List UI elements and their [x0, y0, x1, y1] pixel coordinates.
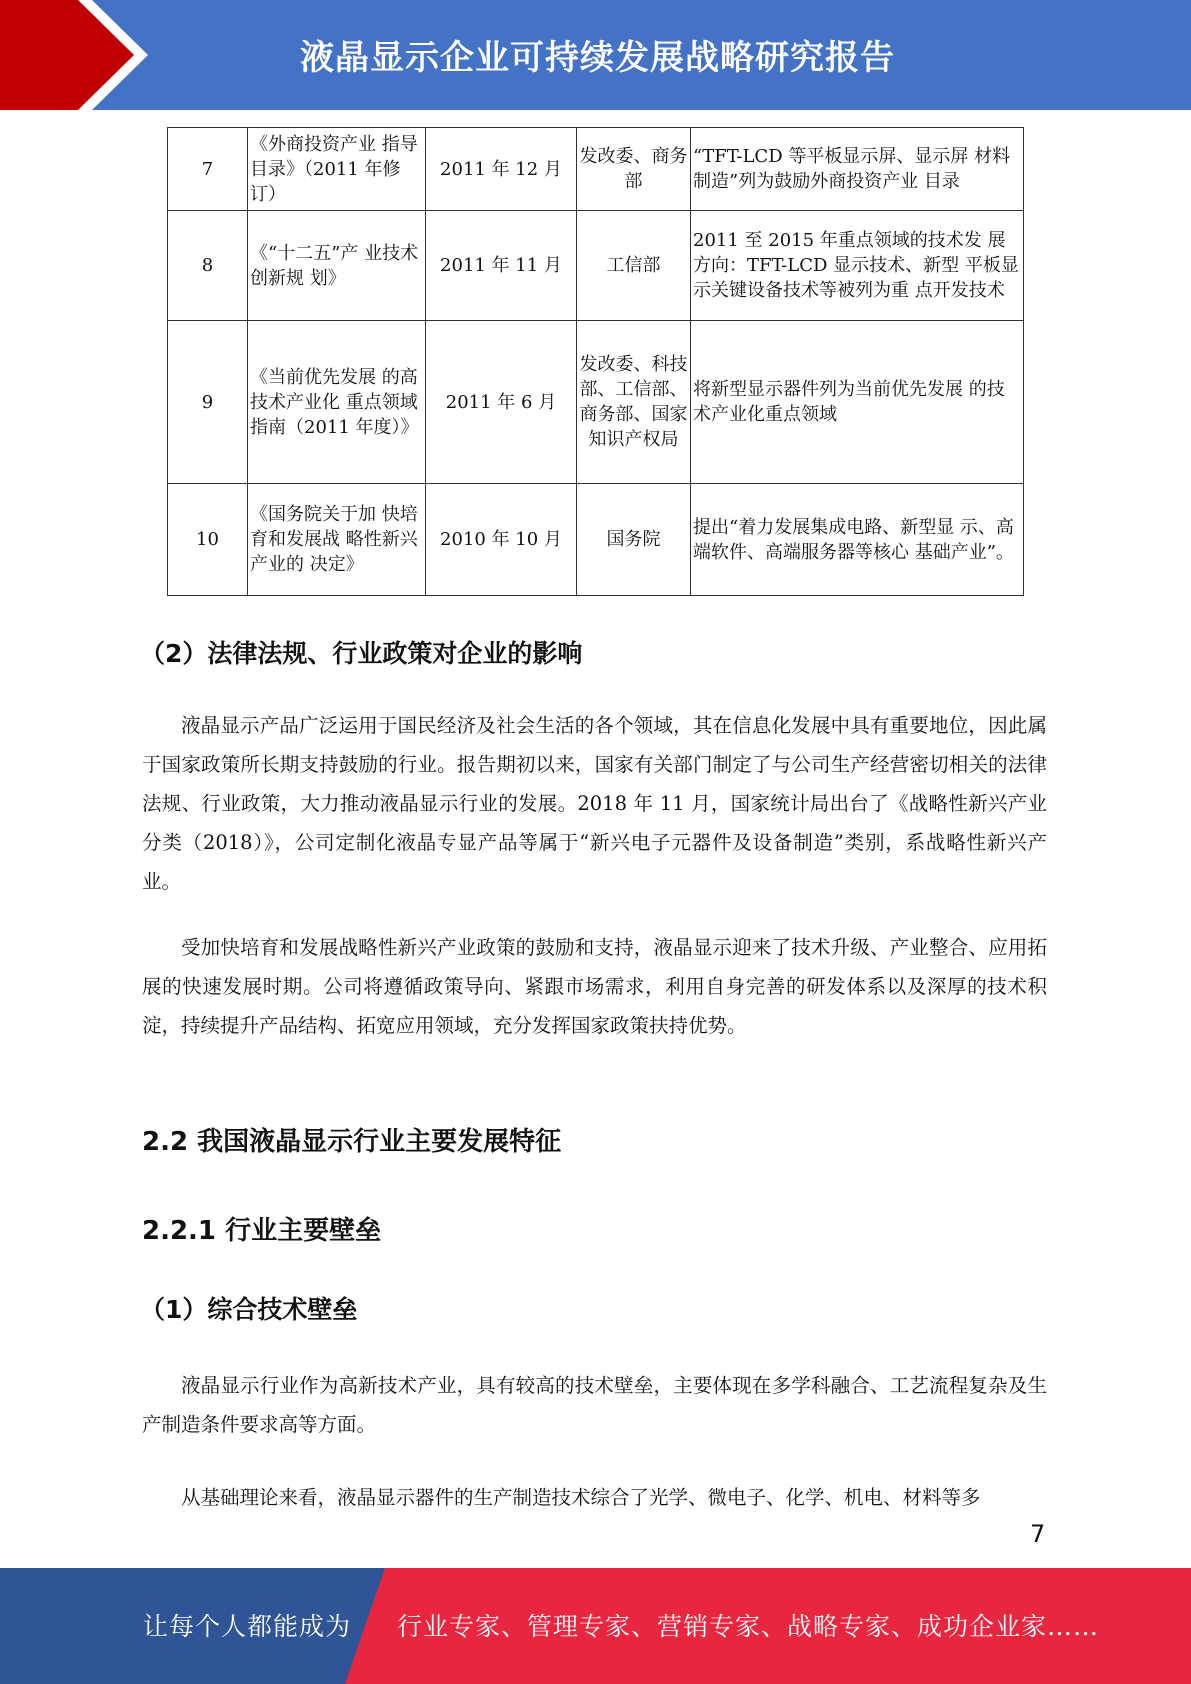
- cell-content: 将新型显示器件列为当前优先发展 的技术产业化重点领域: [691, 321, 1024, 484]
- page-header: [0, 0, 1191, 110]
- cell-date: 2011 年 12 月: [426, 128, 577, 211]
- cell-dept: 国务院: [577, 484, 691, 596]
- header-title: 液晶显示企业可持续发展战略研究报告: [300, 38, 895, 78]
- table-row: [168, 484, 1024, 596]
- paragraph-2: 受加快培育和发展战略性新兴产业政策的鼓励和支持，液晶显示迎来了技术升级、产业整合、应用拓展的快速发展时期。公司将遵循政策导向、紧跟市场需求，利用自身完善的研发体系以及深厚的技术积淀，持续提升产品结构、拓宽应用领域，充分发挥国家政策扶持优势。: [142, 936, 1047, 1037]
- paragraph-3: 液晶显示行业作为高新技术产业，具有较高的技术壁垒，主要体现在多学科融合、工艺流程复杂及生产制造条件要求高等方面。: [142, 1374, 1047, 1436]
- cell-no: 8: [168, 211, 248, 321]
- cell-date: 2010 年 10 月: [426, 484, 577, 596]
- cell-name: 《“十二五”产 业技术创新规 划》: [248, 211, 426, 321]
- cell-dept: 发改委、商务部: [577, 128, 691, 211]
- cell-content: “TFT-LCD 等平板显示屏、显示屏 材料制造”列为鼓励外商投资产业 目录: [691, 128, 1024, 211]
- cell-name: 《国务院关于加 快培育和发展战 略性新兴产业的 决定》: [248, 484, 426, 596]
- cell-dept: 工信部: [577, 211, 691, 321]
- paragraph-4: 从基础理论来看，液晶显示器件的生产制造技术综合了光学、微电子、化学、机电、材料等多: [181, 1486, 981, 1509]
- cell-date: 2011 年 6 月: [426, 321, 577, 484]
- cell-content: 提出“着力发展集成电路、新型显 示、高端软件、高端服务器等核心 基础产业”。: [691, 484, 1024, 596]
- cell-name: 《当前优先发展 的高技术产业化 重点领域指南（2011 年度）》: [248, 321, 426, 484]
- table-row: [168, 321, 1024, 484]
- cell-name: 《外商投资产业 指导目录》（2011 年修订）: [248, 128, 426, 211]
- table-row: [168, 211, 1024, 321]
- cell-no: 10: [168, 484, 248, 596]
- page-footer: [0, 1568, 1191, 1684]
- cell-no: 7: [168, 128, 248, 211]
- section-heading-2-2: 2.2 我国液晶显示行业主要发展特征: [142, 1127, 562, 1157]
- footer-right-text: 行业专家、管理专家、营销专家、战略专家、成功企业家……: [397, 1612, 1100, 1641]
- footer-left-text: 让每个人都能成为: [143, 1612, 352, 1641]
- header-arrow-icon: [0, 0, 160, 110]
- section-heading-1: （1）综合技术壁垒: [140, 1295, 358, 1324]
- cell-date: 2011 年 11 月: [426, 211, 577, 321]
- section-heading-2: （2）法律法规、行业政策对企业的影响: [140, 639, 583, 668]
- page-number: 7: [1030, 1520, 1046, 1548]
- policy-table: [167, 127, 1024, 596]
- paragraph-1: 液晶显示产品广泛运用于国民经济及社会生活的各个领域，其在信息化发展中具有重要地位，因此属于国家政策所长期支持鼓励的行业。报告期初以来，国家有关部门制定了与公司生产经营密切相关的法律法规、行业政策，大力推动液晶显示行业的发展。2018 年 11 月，国家统计局出台了《战略性新兴产业分类（2018）》，公司定制化液晶专显产品等属于“新兴电子元器件及设备制造”类别，系战略性新兴产业。: [142, 714, 1047, 893]
- section-heading-2-2-1: 2.2.1 行业主要壁垒: [142, 1216, 382, 1246]
- cell-content: 2011 至 2015 年重点领域的技术发 展方向：TFT-LCD 显示技术、新型 平板显示关键设备技术等被列为重 点开发技术: [691, 211, 1024, 321]
- cell-no: 9: [168, 321, 248, 484]
- table-row: [168, 128, 1024, 211]
- cell-dept: 发改委、科技部、工信部、商务部、国家知识产权局: [577, 321, 691, 484]
